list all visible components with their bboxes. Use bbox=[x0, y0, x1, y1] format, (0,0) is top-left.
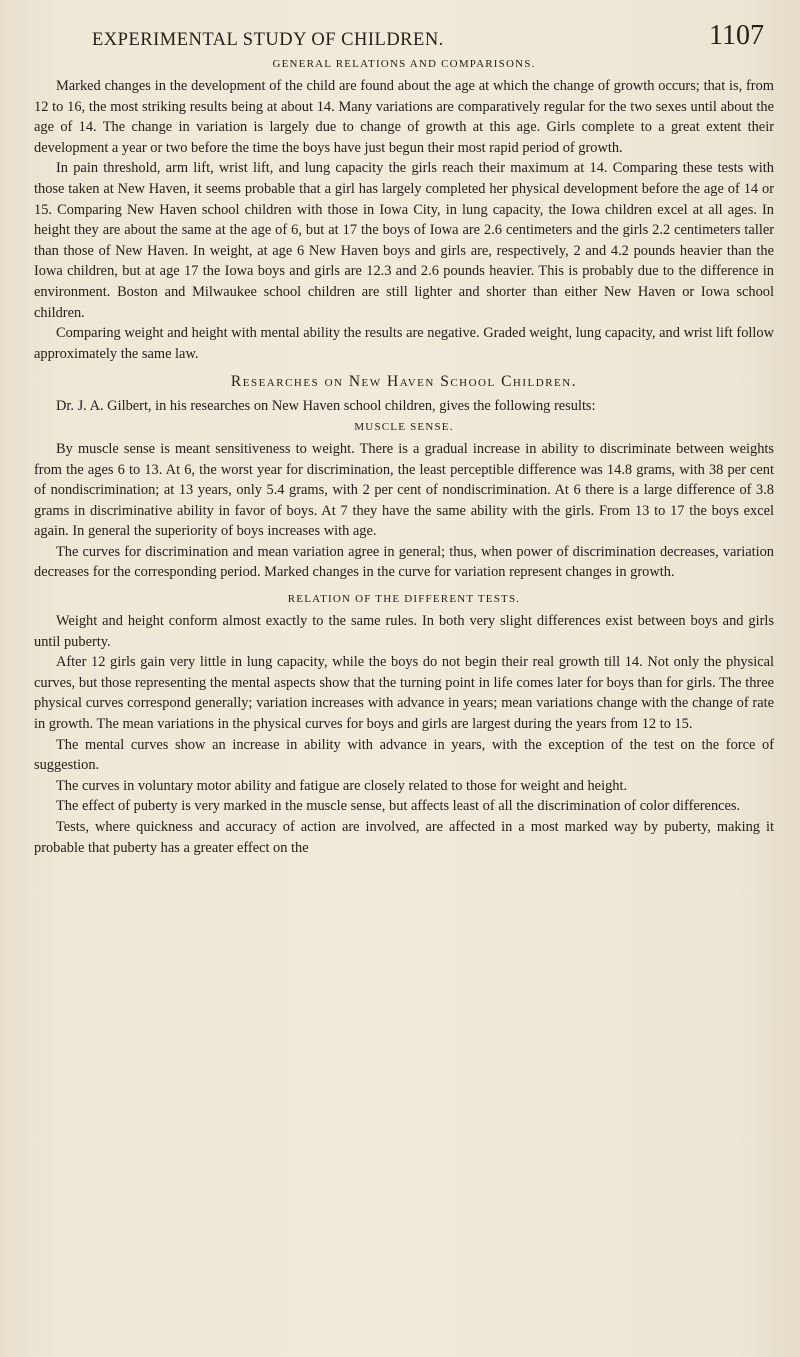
paragraph: The mental curves show an increase in ability with advance in years, with the exception of the test on the force of suggestion. bbox=[34, 736, 774, 774]
paragraph: The effect of puberty is very marked in the muscle sense, but affects least of all the discrimination of color differences. bbox=[56, 798, 741, 815]
section-heading-general: GENERAL RELATIONS AND COMPARISONS. bbox=[272, 58, 536, 70]
paragraph: The curves for discrimination and mean variation agree in general; thus, when power of discrimination decreases, variation decreases for the corresponding period. Marked changes in the curve for variation represent changes in growth. bbox=[34, 543, 774, 581]
paragraph: Dr. J. A. Gilbert, in his researches on New Haven school children, gives the following results: bbox=[56, 398, 596, 415]
paragraph: The curves in voluntary motor ability and fatigue are closely related to those for weight and height. bbox=[56, 777, 628, 794]
paragraph: Weight and height conform almost exactly to the same rules. In both very slight differences exist between boys and girls until puberty. bbox=[34, 613, 774, 650]
section-heading-muscle-sense: MUSCLE SENSE. bbox=[354, 420, 454, 433]
paragraph: After 12 girls gain very little in lung capacity, while the boys do not begin their real growth till 14. Not only the physical curves, but those representing the mental aspects show that the turning point in life comes later for boys than for girls. The three physical curves correspond generally; variation increases with advance in years; mean variations change with the change of rate in growth. The mean variations in the physical curves for boys and girls are largest during the years from 12 to 15. bbox=[34, 654, 774, 733]
section-heading-researches: Researches on New Haven School Children. bbox=[230, 373, 578, 391]
running-title: EXPERIMENTAL STUDY OF CHILDREN. bbox=[92, 30, 444, 50]
running-head bbox=[34, 14, 774, 54]
paragraph: In pain threshold, arm lift, wrist lift, and lung capacity the girls reach their maximum at 14. Comparing these tests with those taken at New Haven, it seems probable that a girl has largely completed her physical development before the age of 14 or 15. Comparing New Haven school children with those in Iowa City, in lung capacity, the Iowa children excel at all ages. In height they are about the same at the age of 6, but at 17 the boys of Iowa are 2.6 centimeters and the girls 2.2 centimeters taller than those of New Haven. In weight, at age 6 New Haven boys and girls are, respectively, 2 and 4.2 pounds heavier than the Iowa children, but at age 17 the Iowa boys and girls are 12.3 and 2.6 pounds heavier. This is probably due to the difference in environment. Boston and Milwaukee school children are still lighter and shorter than either New Haven or Iowa school children. bbox=[34, 160, 774, 321]
section-heading-relation: RELATION OF THE DIFFERENT TESTS. bbox=[287, 593, 521, 606]
paragraph: Tests, where quickness and accuracy of action are involved, are affected in a most marked way by puberty, making it probable that puberty has a greater effect on the bbox=[34, 819, 774, 856]
paragraph: Marked changes in the development of the child are found about the age at which the change of growth occurs; that is, from 12 to 16, the most striking results being at about 14. Many variations are comparatively regular for the two sexes until about the age of 14. The change in variation is largely due to change of growth at this age. Girls complete to a great extent their development a year or two before the time the boys have just begun their most rapid period of growth. bbox=[34, 78, 774, 156]
paragraph: Comparing weight and height with mental ability the results are negative. Graded weight, lung capacity, and wrist lift follow approximately the same law. bbox=[34, 325, 774, 362]
paragraph: By muscle sense is meant sensitiveness to weight. There is a gradual increase in ability to discriminate between weights from the ages 6 to 13. At 6, the worst year for discrimination, the least perceptible difference was 14.8 grams, with 38 per cent of nondiscrimination; at 13 years, only 5.4 grams, with 2 per cent of nondiscrimination. At 6 there is a large difference of 3.8 grams in discriminative ability in favor of boys. At 7 they have the same ability with the girls. From 13 to 17 the boys excel again. In general the superiority of boys increases with age. bbox=[34, 440, 774, 540]
page-number: 1107 bbox=[709, 20, 764, 51]
